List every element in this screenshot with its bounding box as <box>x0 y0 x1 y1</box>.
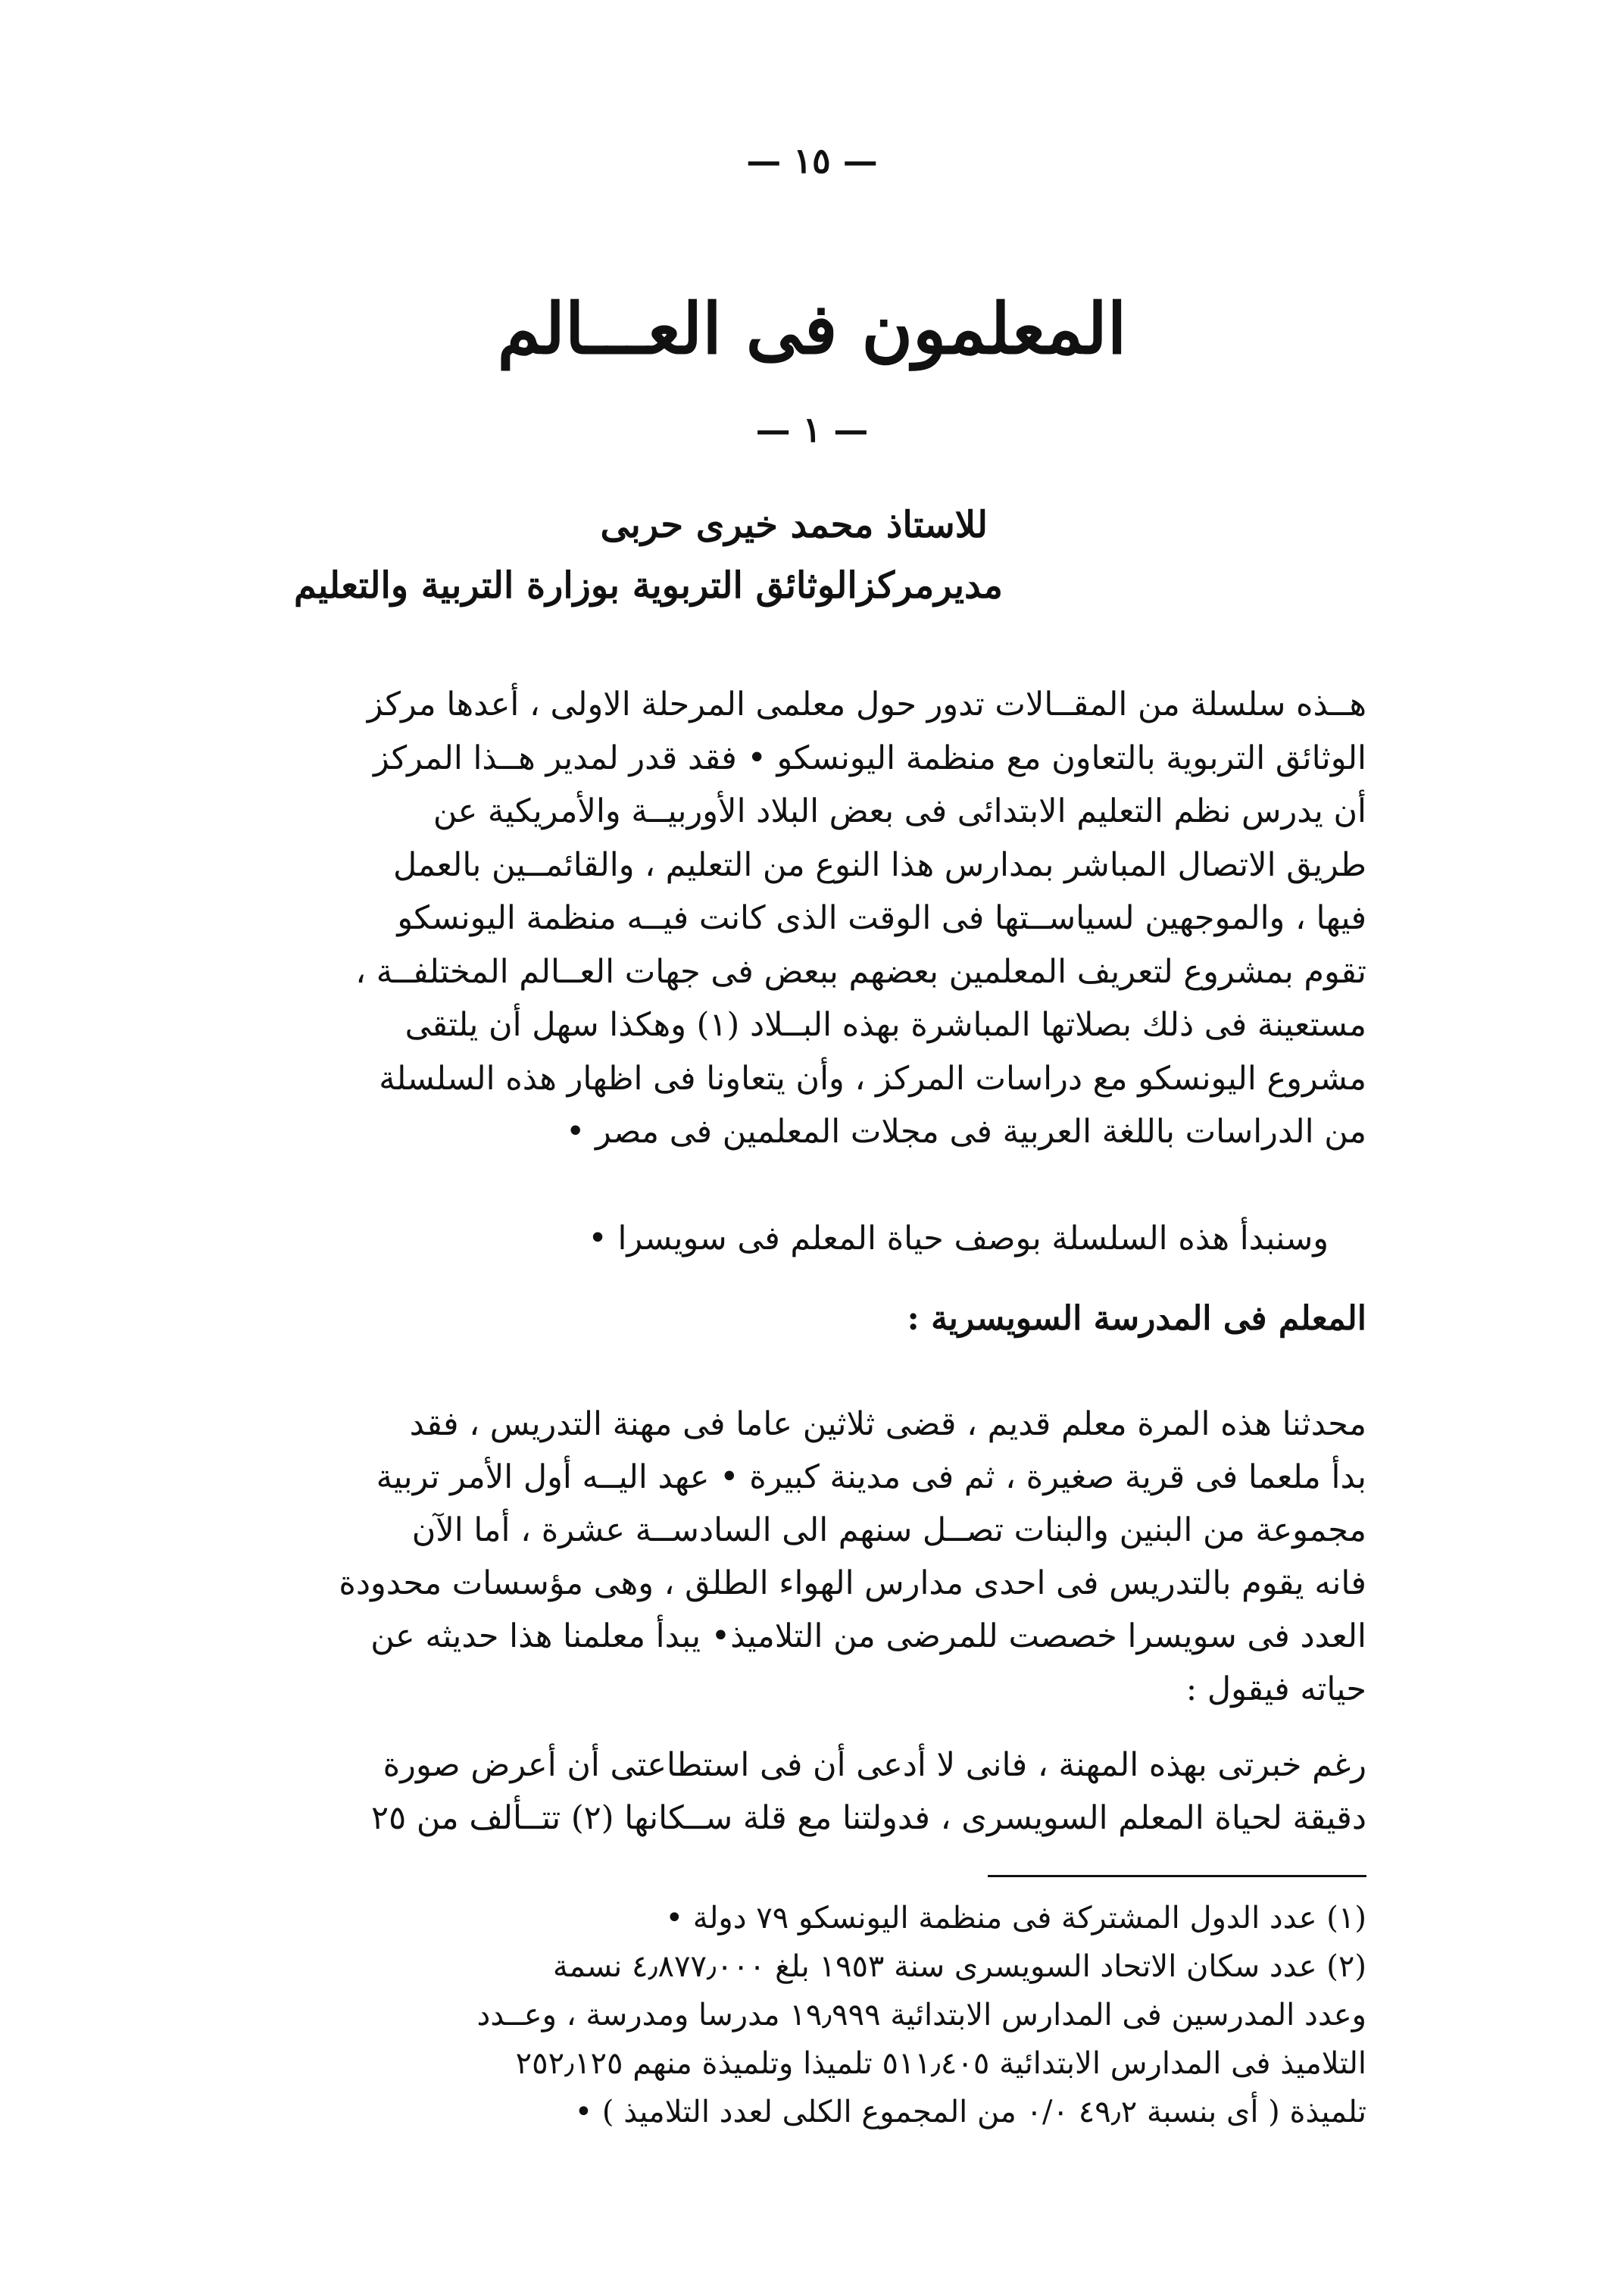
series-start-sentence: وسنبدأ هذه السلسلة بوصف حياة المعلم فى سويسرا • <box>588 1220 1329 1258</box>
footnote-2: (٢) عدد سكان الاتحاد السويسرى سنة ١٩٥٣ بلغ ٤٫٨٧٧٫٠٠٠ نسمة <box>552 1949 1366 1984</box>
footnote-2-cont: وعدد المدرسين فى المدارس الابتدائية ١٩٫٩٩٩ مدرسا ومدرسة ، وعــدد <box>476 1998 1366 2032</box>
part-number: — ١ — <box>755 409 869 450</box>
footnote-divider <box>988 1875 1366 1877</box>
intro-line: تقوم بمشروع لتعريف المعلمين بعضهم ببعض فى جهات العــالم المختلفــة ، <box>355 952 1366 991</box>
intro-paragraph <box>261 678 1366 1159</box>
article-title: المعلمون فى العـــالم <box>497 288 1127 370</box>
body-paragraph-2 <box>261 1739 1366 1845</box>
intro-line: مستعينة فى ذلك بصلاتها المباشرة بهذه البــلاد (١) وهكذا سهل أن يلتقى <box>404 1006 1366 1044</box>
section-subheading: المعلم فى المدرسة السويسرية : <box>907 1299 1366 1338</box>
body-line: مجموعة من البنين والبنات تصــل سنهم الى السادســة عشرة ، أما الآن <box>411 1511 1366 1549</box>
body-line: رغم خبرتى بهذه المهنة ، فانى لا أدعى أن فى استطاعتى أن أعرض صورة <box>383 1746 1366 1784</box>
author-role: مديرمركزالوثائق التربوية بوزارة التربية والتعليم <box>293 564 1003 607</box>
body-line: حياته فيقول : <box>1185 1670 1366 1708</box>
body-line: العدد فى سويسرا خصصت للمرضى من التلاميذ• يبدأ معلمنا هذا حديثه عن <box>370 1617 1366 1655</box>
body-line: دقيقة لحياة المعلم السويسرى ، فدولتنا مع قلة ســكانها (٢) تتــألف من ٢٥ <box>371 1799 1366 1837</box>
footnote-1: (١) عدد الدول المشتركة فى منظمة اليونسكو ٧٩ دولة • <box>665 1901 1366 1936</box>
body-line: محدثنا هذه المرة معلم قديم ، قضى ثلاثين عاما فى مهنة التدريس ، فقد <box>409 1405 1366 1443</box>
footnote-2-cont: تلميذة ( أى بنسبة ٤٩٫٢ ٠/٠ من المجموع الكلى لعدد التلاميذ ) • <box>574 2095 1366 2129</box>
intro-line: فيها ، والموجهين لسياســتها فى الوقت الذى كانت فيــه منظمة اليونسكو <box>397 899 1366 937</box>
body-paragraph-1 <box>261 1398 1366 1716</box>
intro-line: طريق الاتصال المباشر بمدارس هذا النوع من التعليم ، والقائمــين بالعمل <box>393 845 1366 884</box>
intro-line: أن يدرس نظم التعليم الابتدائى فى بعض البلاد الأوربيــة والأمريكية عن <box>433 792 1366 830</box>
author-name: للاستاذ محمد خيرى حربى <box>600 504 988 546</box>
intro-line: مشروع اليونسكو مع دراسات المركز ، وأن يتعاونا فى اظهار هذه السلسلة <box>379 1059 1366 1098</box>
footnotes <box>261 1894 1366 2136</box>
intro-line: هــذه سلسلة من المقــالات تدور حول معلمى المرحلة الاولى ، أعدها مركز <box>367 686 1366 723</box>
footnote-2-cont: التلاميذ فى المدارس الابتدائية ٥١١٫٤٠٥ تلميذا وتلميذة منهم ٢٥٢٫١٢٥ <box>515 2046 1366 2081</box>
body-line: فانه يقوم بالتدريس فى احدى مدارس الهواء الطلق ، وهى مؤسسات محدودة <box>339 1564 1366 1602</box>
intro-line: من الدراسات باللغة العربية فى مجلات المعلمين فى مصر • <box>565 1113 1366 1151</box>
body-line: بدأ ملعما فى قرية صغيرة ، ثم فى مدينة كبيرة • عهد اليــه أول الأمر تربية <box>376 1458 1366 1496</box>
intro-line: الوثائق التربوية بالتعاون مع منظمة اليونسكو • فقد قدر لمدير هــذا المركز <box>373 739 1366 777</box>
page-number: — ١٥ — <box>746 140 878 181</box>
